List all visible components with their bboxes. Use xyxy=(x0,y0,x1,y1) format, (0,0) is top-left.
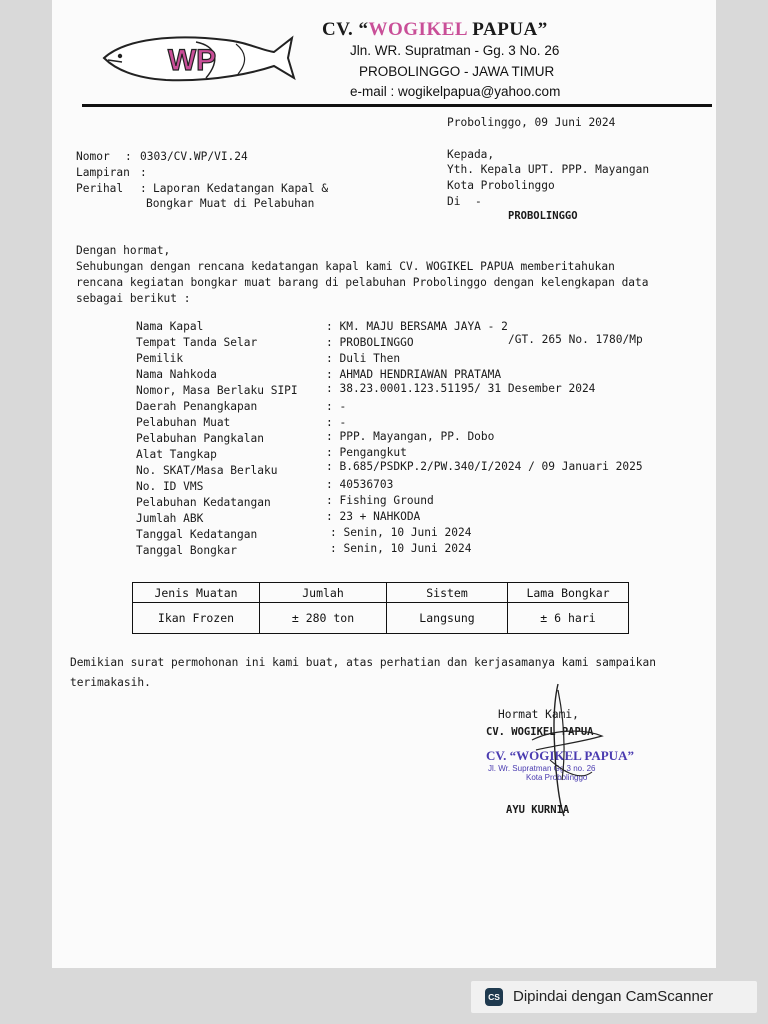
company-email: e-mail : wogikelpapua@yahoo.com xyxy=(350,84,561,99)
signer-name: AYU KURNIA xyxy=(506,804,570,816)
closing-line-1: Demikian surat permohonan ini kami buat, atas perhatian dan kerjasamanya kami sampaikan xyxy=(70,656,656,669)
lampiran-label: Lampiran xyxy=(76,166,130,179)
body-para-line-3: sebagai berikut : xyxy=(76,292,191,305)
detail-label: Pemilik xyxy=(136,352,184,365)
table-header: Jenis Muatan xyxy=(133,583,260,603)
recipient-line-2: Kota Probolinggo xyxy=(447,179,555,192)
company-logo xyxy=(96,30,296,86)
detail-extra: /GT. 265 No. 1780/Mp xyxy=(508,333,643,346)
body-para-line-2: rencana kegiatan bongkar muat barang di pelabuhan Probolinggo dengan kelengkapan data xyxy=(76,276,649,289)
camscanner-text: Dipindai dengan CamScanner xyxy=(513,988,714,1005)
logo-lettering: WP xyxy=(167,44,217,77)
letter-date: Probolinggo, 09 Juni 2024 xyxy=(447,116,616,129)
table-header: Jumlah xyxy=(260,583,387,603)
perihal-label: Perihal xyxy=(76,182,124,195)
greeting: Dengan hormat, xyxy=(76,244,171,257)
stamp-title: CV. “WOGIKEL PAPUA” xyxy=(486,748,634,763)
table-cell: Langsung xyxy=(387,603,508,634)
detail-value: : AHMAD HENDRIAWAN PRATAMA xyxy=(326,368,502,381)
handwritten-signature xyxy=(492,680,612,820)
detail-value: : Pengangkut xyxy=(326,446,407,459)
detail-label: Pelabuhan Pangkalan xyxy=(136,432,264,445)
detail-label: Daerah Penangkapan xyxy=(136,400,258,413)
detail-label: Tanggal Bongkar xyxy=(136,544,238,557)
camscanner-watermark xyxy=(471,981,757,1013)
recipient-di-dash: - xyxy=(475,195,482,208)
detail-value: : - xyxy=(326,400,347,413)
detail-value: : 40536703 xyxy=(326,478,394,491)
table-cell: Ikan Frozen xyxy=(133,603,260,634)
detail-value: : Senin, 10 Juni 2024 xyxy=(330,526,472,539)
signature-company: CV. WOGIKEL PAPUA xyxy=(486,726,594,738)
letterhead-rule xyxy=(82,104,712,107)
cargo-table xyxy=(132,582,629,634)
perihal-line-1: Laporan Kedatangan Kapal & xyxy=(153,182,329,195)
company-city: PROBOLINGGO - JAWA TIMUR xyxy=(359,64,555,79)
detail-value: : Fishing Ground xyxy=(326,494,434,507)
detail-value: : B.685/PSDKP.2/PW.340/I/2024 / 09 Januari 2025 xyxy=(326,460,643,473)
lampiran-sep: : xyxy=(140,166,147,179)
detail-label: Pelabuhan Muat xyxy=(136,416,231,429)
detail-value: : PROBOLINGGO xyxy=(326,336,414,349)
detail-label: Pelabuhan Kedatangan xyxy=(136,496,271,509)
recipient-di: Di xyxy=(447,195,461,208)
detail-label: No. ID VMS xyxy=(136,480,204,493)
table-header-row xyxy=(133,583,629,603)
nomor-sep: : xyxy=(125,150,132,163)
detail-label: Tanggal Kedatangan xyxy=(136,528,258,541)
letter-page xyxy=(52,0,716,968)
perihal-line-2: Bongkar Muat di Pelabuhan xyxy=(146,197,315,210)
detail-value: : 23 + NAHKODA xyxy=(326,510,421,523)
detail-label: No. SKAT/Masa Berlaku xyxy=(136,464,278,477)
detail-value: : - xyxy=(326,416,347,429)
detail-value: : Duli Then xyxy=(326,352,401,365)
recipient-line-1: Yth. Kepala UPT. PPP. Mayangan xyxy=(447,163,650,176)
stamp-city: Kota Probolinggo xyxy=(526,773,588,782)
detail-value: : KM. MAJU BERSAMA JAYA - 2 xyxy=(326,320,508,333)
recipient-kepada: Kepada, xyxy=(447,148,495,161)
table-cell: ± 6 hari xyxy=(508,603,629,634)
detail-value: : 38.23.0001.123.51195/ 31 Desember 2024 xyxy=(326,382,596,395)
stamp-address: Jl. Wr. Supratman Gg.3 no. 26 xyxy=(488,764,596,773)
table-header: Lama Bongkar xyxy=(508,583,629,603)
perihal-sep: : xyxy=(140,182,147,195)
detail-value: : Senin, 10 Juni 2024 xyxy=(330,542,472,555)
table-row xyxy=(133,603,629,634)
detail-label: Nama Kapal xyxy=(136,320,204,333)
detail-label: Jumlah ABK xyxy=(136,512,204,525)
company-name: CV. “WOGIKEL PAPUA” xyxy=(322,19,548,40)
recipient-place: PROBOLINGGO xyxy=(508,210,578,222)
detail-label: Nama Nahkoda xyxy=(136,368,217,381)
table-cell: ± 280 ton xyxy=(260,603,387,634)
body-para-line-1: Sehubungan dengan rencana kedatangan kapal kami CV. WOGIKEL PAPUA memberitahukan xyxy=(76,260,615,273)
detail-label: Nomor, Masa Berlaku SIPI xyxy=(136,384,298,397)
closing-line-2: terimakasih. xyxy=(70,676,151,689)
company-address: Jln. WR. Supratman - Gg. 3 No. 26 xyxy=(350,43,560,58)
nomor-label: Nomor xyxy=(76,150,110,163)
detail-value: : PPP. Mayangan, PP. Dobo xyxy=(326,430,495,443)
regards: Hormat Kami, xyxy=(498,708,579,721)
table-header: Sistem xyxy=(387,583,508,603)
camscanner-icon: CS xyxy=(485,988,503,1006)
detail-label: Alat Tangkap xyxy=(136,448,217,461)
detail-label: Tempat Tanda Selar xyxy=(136,336,258,349)
nomor-value: 0303/CV.WP/VI.24 xyxy=(140,150,248,163)
